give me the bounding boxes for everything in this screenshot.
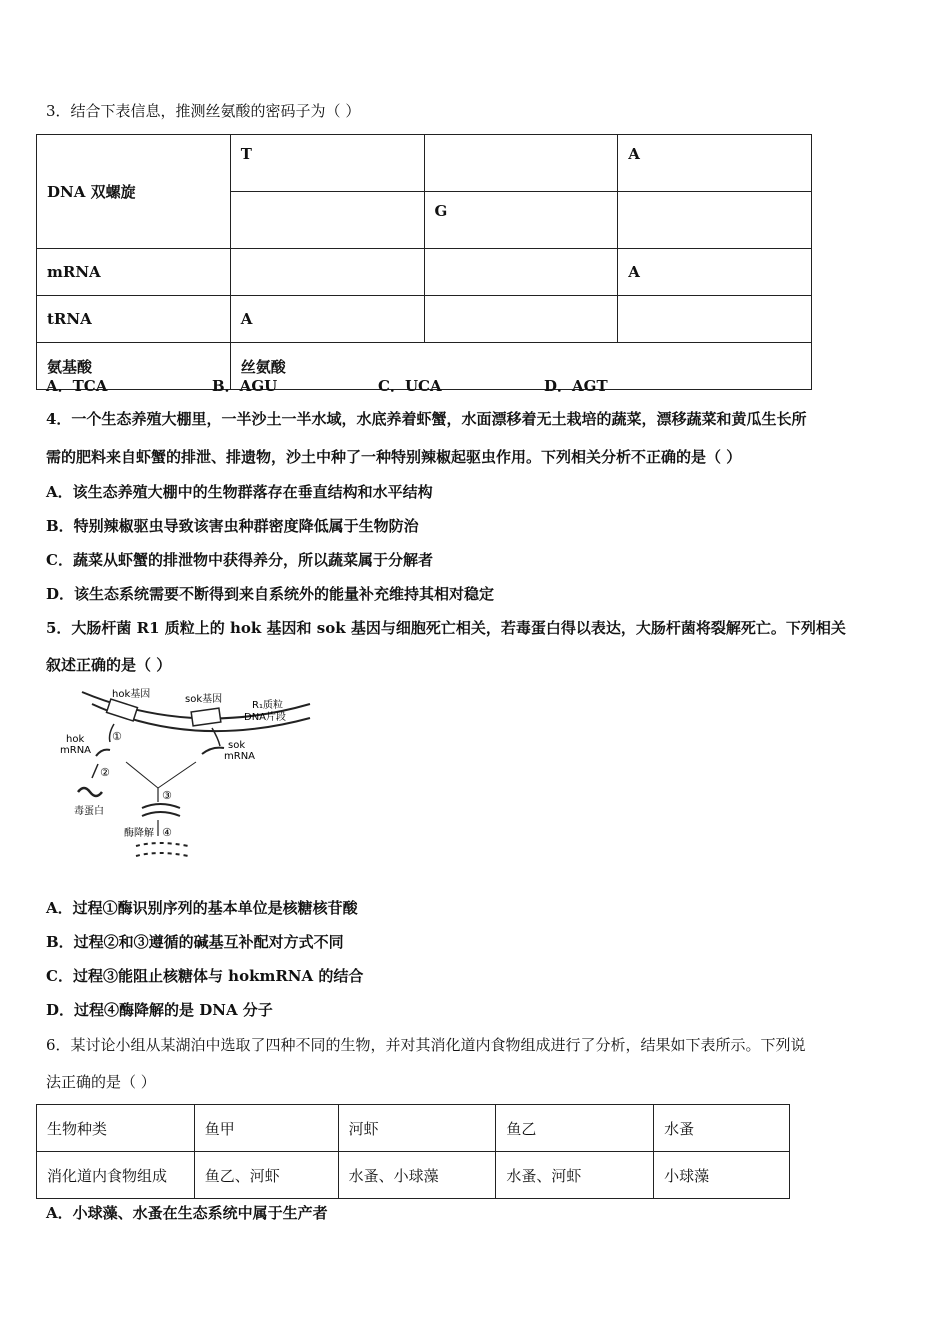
q3-cell xyxy=(230,249,424,296)
hok-mrna-label-2: mRNA xyxy=(60,745,92,756)
q3-cell xyxy=(618,296,812,343)
q5-figure xyxy=(52,684,312,870)
q6-header: 河虾 xyxy=(338,1105,496,1152)
q3-cell xyxy=(424,296,618,343)
hok-gene-box xyxy=(107,699,138,721)
q3-aa-label: 氨基酸 xyxy=(37,343,231,390)
q3-stem: 3．结合下表信息，推测丝氨酸的密码子为（ ） xyxy=(46,102,361,120)
hok-gene-label: hok基因 xyxy=(112,689,151,700)
q4-stem-2: 需的肥料来自虾蟹的排泄、排遗物，沙土中种了一种特别辣椒起驱虫作用。下列相关分析不正确的是（ ） xyxy=(46,448,742,466)
q5-stem-2: 叙述正确的是（ ） xyxy=(46,656,172,674)
q3-cell: A xyxy=(618,249,812,296)
sok-mrna-strand xyxy=(202,748,224,754)
q6-header: 鱼甲 xyxy=(194,1105,338,1152)
q3-option-d[interactable]: D．AGT xyxy=(544,377,608,395)
q4-option-a[interactable]: A．该生态养殖大棚中的生物群落存在垂直结构和水平结构 xyxy=(46,483,433,501)
q6-stem-2: 法正确的是（ ） xyxy=(46,1073,156,1091)
q3-option-c[interactable]: C．UCA xyxy=(378,377,442,395)
q3-cell xyxy=(424,135,618,192)
hok-mrna-label: hok xyxy=(66,734,85,745)
degraded-top xyxy=(136,843,188,846)
sok-gene-label: sok基因 xyxy=(185,694,223,705)
step-2-label: ② xyxy=(100,766,110,779)
hok-mrna-strand xyxy=(96,750,110,756)
q5-stem-1: 5．大肠杆菌 R1 质粒上的 hok 基因和 sok 基因与细胞死亡相关，若毒蛋白得以表达，大肠杆菌将裂解死亡。下列相关 xyxy=(46,619,846,637)
step-4-label: ④ xyxy=(162,826,172,839)
paired-strand-bottom xyxy=(142,812,180,816)
toxin-shape xyxy=(78,788,102,796)
q3-cell: A xyxy=(230,296,424,343)
converge-lines xyxy=(126,762,196,788)
q3-table xyxy=(36,134,812,390)
q3-cell xyxy=(424,249,618,296)
toxin-label: 毒蛋白 xyxy=(74,806,104,817)
q4-option-c[interactable]: C．蔬菜从虾蟹的排泄物中获得养分，所以蔬菜属于分解者 xyxy=(46,551,433,569)
plasmid-label: R₁质粒 xyxy=(252,700,283,711)
q3-option-b[interactable]: B．AGU xyxy=(212,377,278,395)
q3-cell xyxy=(618,192,812,249)
q3-cell: G xyxy=(424,192,618,249)
sok-mrna-label: sok xyxy=(228,740,246,751)
step-3-label: ③ xyxy=(162,789,172,802)
q6-table xyxy=(36,1104,790,1199)
q5-option-b[interactable]: B．过程②和③遵循的碱基互补配对方式不同 xyxy=(46,933,344,951)
arrow-2 xyxy=(92,764,98,778)
q3-mrna-label: mRNA xyxy=(37,249,231,296)
q3-dna-label: DNA 双螺旋 xyxy=(37,135,231,249)
q6-header: 鱼乙 xyxy=(496,1105,654,1152)
q6-option-a[interactable]: A．小球藻、水蚤在生态系统中属于生产者 xyxy=(46,1204,328,1222)
q3-cell: T xyxy=(230,135,424,192)
q3-trna-label: tRNA xyxy=(37,296,231,343)
q5-option-d[interactable]: D．过程④酶降解的是 DNA 分子 xyxy=(46,1001,273,1019)
q3-cell xyxy=(230,192,424,249)
paired-strand-top xyxy=(142,804,180,808)
q4-option-b[interactable]: B．特别辣椒驱虫导致该害虫种群密度降低属于生物防治 xyxy=(46,517,419,535)
q5-option-a[interactable]: A．过程①酶识别序列的基本单位是核糖核苷酸 xyxy=(46,899,358,917)
q5-option-c[interactable]: C．过程③能阻止核糖体与 hokmRNA 的结合 xyxy=(46,967,364,985)
q6-cell: 消化道内食物组成 xyxy=(37,1152,195,1199)
plasmid-label-2: DNA片段 xyxy=(244,712,287,723)
enzyme-label: 酶降解 xyxy=(124,828,154,839)
sok-gene-box xyxy=(191,708,221,726)
sok-mrna-label-2: mRNA xyxy=(224,751,256,762)
q3-cell: A xyxy=(618,135,812,192)
q4-stem-1: 4．一个生态养殖大棚里，一半沙土一半水域，水底养着虾蟹，水面漂移着无土栽培的蔬菜，漂移蔬菜和黄瓜生长所 xyxy=(46,410,807,428)
degraded-bottom xyxy=(136,853,188,856)
q6-header: 水蚤 xyxy=(654,1105,790,1152)
q6-header: 生物种类 xyxy=(37,1105,195,1152)
q6-cell: 水蚤、河虾 xyxy=(496,1152,654,1199)
q6-cell: 鱼乙、河虾 xyxy=(194,1152,338,1199)
q6-stem-1: 6．某讨论小组从某湖泊中选取了四种不同的生物，并对其消化道内食物组成进行了分析，结果如下表所示。下列说 xyxy=(46,1036,806,1054)
q3-aa-value: 丝氨酸 xyxy=(230,343,811,390)
step-1-label: ① xyxy=(112,730,122,743)
q6-cell: 小球藻 xyxy=(654,1152,790,1199)
q4-option-d[interactable]: D．该生态系统需要不断得到来自系统外的能量补充维持其相对稳定 xyxy=(46,585,495,603)
q3-option-a[interactable]: A．TCA xyxy=(46,377,108,395)
q6-cell: 水蚤、小球藻 xyxy=(338,1152,496,1199)
q3-options xyxy=(46,376,608,396)
